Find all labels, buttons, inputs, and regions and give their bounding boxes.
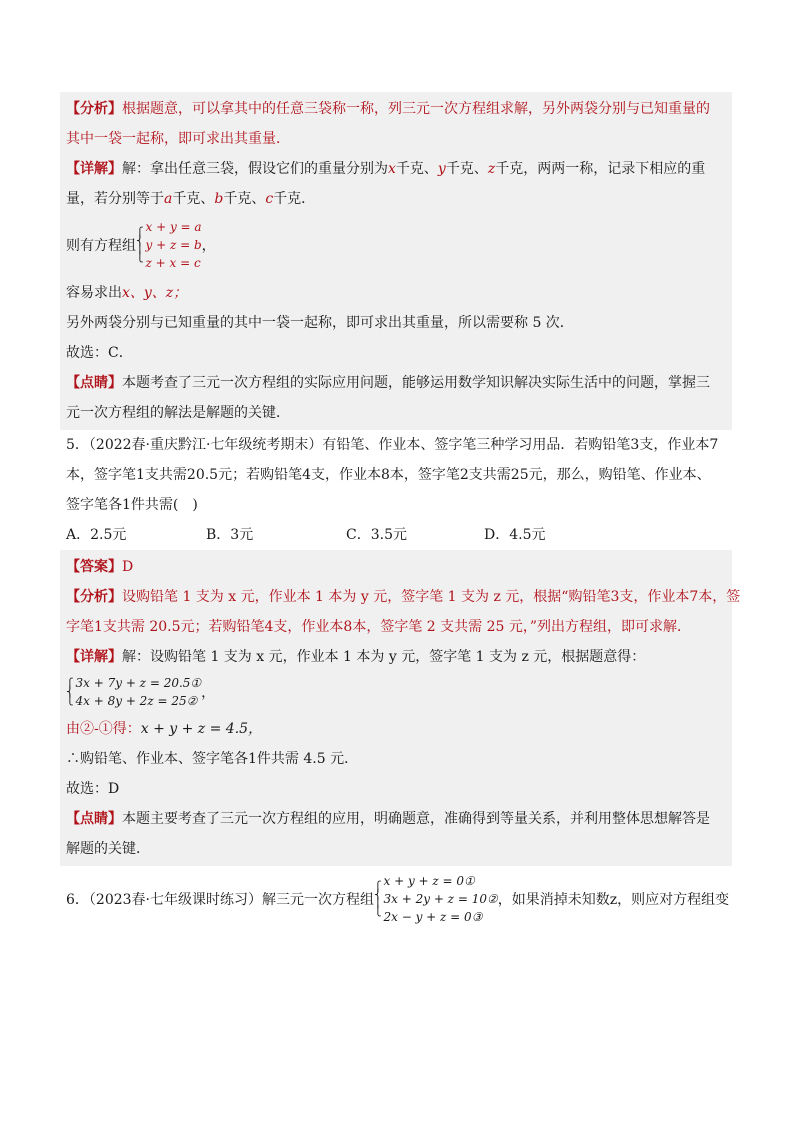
var-a: a <box>164 191 173 207</box>
q5-derive-text: 由②-①得： <box>66 721 141 737</box>
q5-comment-line-2: 解题的关键． <box>66 841 150 857</box>
q5-detail-line-1: 解：设购铅笔 1 支为 x 元，作业本 1 本为 y 元，签字笔 1 支为 z 元，根据题意得： <box>122 649 646 665</box>
q4-analysis-line-1: 根据题意，可以拿其中的任意三袋称一称，列三元一次方程组求解，另外两袋分别与已知重量的 <box>122 101 710 117</box>
q5-analysis <box>66 582 741 612</box>
answer-tag: 【答案】 <box>66 559 122 575</box>
analysis-tag: 【分析】 <box>66 101 122 117</box>
q4-easy <box>66 278 726 308</box>
q5-stem-line-3: 签字笔各1件共需( ) <box>66 497 198 513</box>
answer-value: D <box>122 559 134 575</box>
document-page <box>66 92 741 926</box>
system-suffix: ， <box>201 685 216 701</box>
q4-other: 另外两袋分别与已知重量的其中一袋一起称，即可求出其重量，所以需要称 5 次． <box>66 315 574 331</box>
q4-system-equations <box>146 218 202 272</box>
q4-equation-system <box>136 218 202 272</box>
q5-analysis-line-1: 设购铅笔 1 支为 x 元，作业本 1 本为 y 元，签字笔 1 支为 z 元，根据“购铅笔3支，作业本7本，签 <box>122 589 741 605</box>
q4-detail-text: 千克、 <box>395 161 438 177</box>
option-a: A．2.5元 <box>66 527 127 543</box>
detail-tag: 【详解】 <box>66 161 122 177</box>
q4-choose: 故选：C． <box>66 345 133 361</box>
analysis-tag: 【分析】 <box>66 589 122 605</box>
system-prefix: 则有方程组 <box>66 238 136 254</box>
q4-detail-text: 千克、 <box>172 191 215 207</box>
equation: 2x − y + z = 0③ <box>383 910 483 924</box>
q6-system-equations <box>384 872 498 926</box>
q4-detail <box>66 154 726 184</box>
q6-stem-text: 6．（2023春·七年级课时练习）解三元一次方程组 <box>66 892 374 908</box>
q4-detail-text: 千克，两两一称，记录下相应的重 <box>495 161 706 177</box>
q5-system-equations <box>76 674 202 710</box>
q5-comment <box>66 804 726 834</box>
q5-analysis-line-2: 字笔1支共需 20.5元；若购铅笔4支，作业本8本，签字笔 2 支共需 25 元，”列出方程组，即可求解． <box>66 619 692 635</box>
q4-analysis <box>66 94 726 124</box>
q4-comment <box>66 368 726 398</box>
equation: 4x + 8y + 2z = 25② <box>75 694 198 708</box>
var-y: y <box>437 161 446 177</box>
q4-detail-text: 千克、 <box>223 191 266 207</box>
left-brace: ⎧ ⎨ ⎪ ⎩ <box>374 882 382 917</box>
comment-tag: 【点睛】 <box>66 811 122 827</box>
equation: x + y + z = 0① <box>383 874 475 888</box>
q4-comment-line-2: 元一次方程组的解法是解题的关键． <box>66 405 290 421</box>
equation: z + x = c <box>145 256 201 270</box>
equation: x + y = a <box>145 220 202 234</box>
q4-solution-block <box>60 92 732 430</box>
comment-tag: 【点睛】 <box>66 375 122 391</box>
q5-options <box>66 520 726 550</box>
equation: 3x + 7y + z = 20.5① <box>75 676 202 690</box>
q4-system-line <box>66 214 726 278</box>
q4-comment-line-1: 本题考查了三元一次方程组的实际应用问题，能够运用数学知识解决实际生活中的问题，掌握三 <box>122 375 710 391</box>
q5-derive-equation: x + y + z = 4.5， <box>140 721 263 737</box>
q5-comment-line-1: 本题主要考查了三元一次方程组的应用，明确题意，准确得到等量关系，并利用整体思想解答是 <box>122 811 710 827</box>
q5-detail <box>66 642 726 672</box>
option-c: C．3.5元 <box>346 527 407 543</box>
equation: 3x + 2y + z = 10② <box>383 892 498 906</box>
q6-stem <box>66 866 730 926</box>
q5-equation-system <box>66 674 201 710</box>
q5-system-line <box>66 672 726 714</box>
q6-equation-system <box>374 872 498 926</box>
q4-easy-text: 容易求出 <box>66 285 122 301</box>
option-d: D．4.5元 <box>484 527 546 543</box>
q6-stem-text: ，如果消掉未知数z，则应对方程组变 <box>497 892 730 908</box>
q4-detail-text: 千克、 <box>445 161 488 177</box>
q4-detail-line-2 <box>66 184 726 214</box>
q4-easy-vars: x、y、z； <box>122 285 188 301</box>
var-b: b <box>214 191 224 207</box>
q5-choose: 故选：D <box>66 781 120 797</box>
q4-detail-text: 解：拿出任意三袋，假设它们的重量分别为 <box>122 161 388 177</box>
option-b: B．3元 <box>206 527 254 543</box>
q4-detail-text: 量，若分别等于 <box>66 191 164 207</box>
q4-detail-text: 千克． <box>273 191 316 207</box>
equation: y + z = b <box>145 238 202 252</box>
var-x: x <box>388 161 396 177</box>
q5-solution-block <box>60 550 741 866</box>
q4-analysis-line-2: 其中一袋一起称，即可求出其重量． <box>66 131 290 147</box>
detail-tag: 【详解】 <box>66 649 122 665</box>
q5-stem-line-1: 5．（2022春·重庆黔江·七年级统考期末）有铅笔、作业本、签字笔三种学习用品．若购铅笔3支，作业本7 <box>66 437 719 453</box>
left-brace: ⎧ ⎨ ⎩ <box>66 679 74 706</box>
q5-derive <box>66 714 726 744</box>
left-brace: ⎧ ⎨ ⎪ ⎩ <box>136 228 144 263</box>
q5-therefore: ∴购铅笔、作业本、签字笔各1件共需 4.5 元． <box>66 751 359 767</box>
var-c: c <box>265 191 274 207</box>
q5-answer <box>66 552 726 582</box>
var-z: z <box>487 161 496 177</box>
system-suffix: ， <box>201 238 216 254</box>
q5-stem-line-2: 本，签字笔1支共需20.5元；若购铅笔4支，作业本8本，签字笔2支共需25元，那么，购铅笔、作业本、 <box>66 467 711 483</box>
